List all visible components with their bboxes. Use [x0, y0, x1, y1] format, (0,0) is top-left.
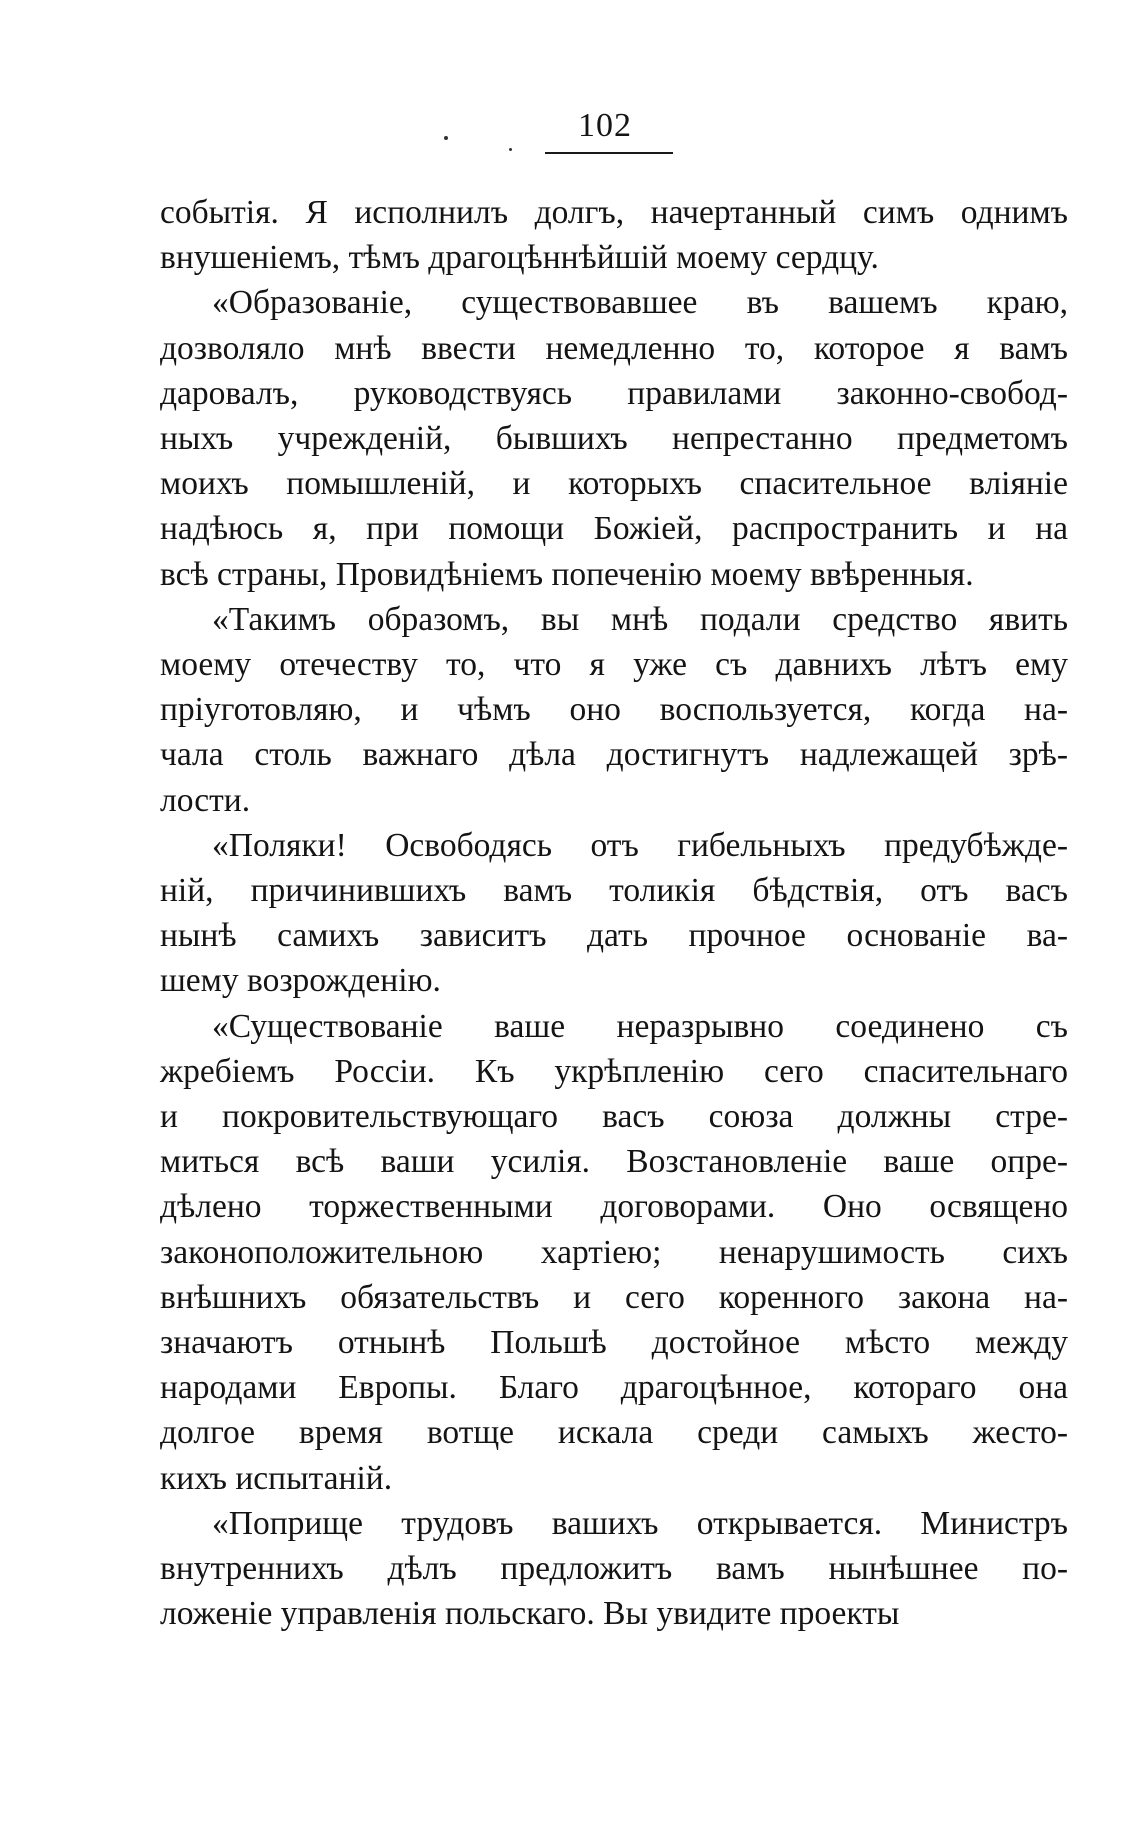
paragraph	[160, 1004, 1068, 1501]
text-line: внушеніемъ, тѣмъ драгоцѣннѣйшій моему сердцу.	[160, 239, 879, 277]
text-line: народами Европы. Благо драгоцѣнное, котораго она	[160, 1369, 1068, 1407]
text-line: миться всѣ ваши усилія. Возстановленіе ваше опре-	[160, 1143, 1068, 1181]
text-line: значаютъ отнынѣ Польшѣ достойное мѣсто между	[160, 1324, 1068, 1362]
text-line: лости.	[160, 781, 251, 819]
text-line: законоположительною хартіею; ненарушимость сихъ	[160, 1233, 1068, 1271]
text-line: событія. Я исполнилъ долгъ, начертанный симъ однимъ	[160, 194, 1068, 231]
text-line: моихъ помышленій, и которыхъ спасительное вліяніе	[160, 465, 1068, 503]
text-line: надѣюсь я, при помощи Божіей, распространить и на	[160, 510, 1068, 548]
text-line: ныхъ учрежденій, бывшихъ непрестанно предметомъ	[160, 420, 1068, 458]
text-line: «Такимъ образомъ, вы мнѣ подали средство явить	[212, 600, 1068, 638]
text-line: всѣ страны, Провидѣніемъ попеченію моему ввѣренныя.	[160, 555, 974, 593]
text-line: внутреннихъ дѣлъ предложитъ вамъ нынѣшнее по-	[160, 1550, 1068, 1588]
text-line: и покровительствующаго васъ союза должны стре-	[160, 1098, 1068, 1136]
text-line: шему возрожденію.	[160, 962, 441, 1000]
paragraph	[160, 823, 1068, 1004]
text-line: дѣлено торжественными договорами. Оно освящено	[160, 1188, 1068, 1226]
text-line: внѣшнихъ обязательствъ и сего коренного закона на-	[160, 1278, 1068, 1316]
text-line: пріуготовляю, и чѣмъ оно воспользуется, когда на-	[160, 691, 1068, 729]
print-speck	[444, 136, 448, 140]
text-line: даровалъ, руководствуясь правилами законно-свобод-	[160, 374, 1068, 412]
text-line: ложеніе управленія польскаго. Вы увидите проекты	[160, 1595, 900, 1633]
text-line: «Поприще трудовъ вашихъ открывается. Министръ	[212, 1504, 1068, 1542]
text-line: чала столь важнаго дѣла достигнутъ надлежащей зрѣ-	[160, 736, 1068, 774]
paragraph	[160, 597, 1068, 823]
text-line: «Поляки! Освободясь отъ гибельныхъ предубѣжде-	[212, 826, 1068, 864]
text-line: моему отечеству то, что я уже съ давнихъ лѣтъ ему	[160, 646, 1068, 684]
text-line: ній, причинившихъ вамъ толикія бѣдствія, отъ васъ	[160, 872, 1068, 910]
paragraph	[160, 1501, 1068, 1637]
paragraph	[160, 280, 1068, 596]
text-line: жребіемъ Россіи. Къ укрѣпленію сего спасительнаго	[160, 1052, 1068, 1090]
paragraph	[160, 190, 1068, 280]
text-line: «Образованіе, существовавшее въ вашемъ краю,	[212, 284, 1068, 322]
text-line: нынѣ самихъ зависитъ дать прочное основаніе ва-	[160, 917, 1068, 955]
text-line: дозволяло мнѣ ввести немедленно то, которое я вамъ	[160, 329, 1068, 367]
text-line: «Существованіе ваше неразрывно соединено съ	[212, 1007, 1068, 1045]
body-text	[160, 190, 1068, 1637]
text-line: долгое время вотще искала среди самыхъ жесто-	[160, 1414, 1068, 1452]
print-speck	[509, 148, 512, 151]
text-line: кихъ испытаній.	[160, 1459, 393, 1497]
page-number: 102	[578, 107, 632, 144]
page-number-rule	[545, 152, 673, 154]
